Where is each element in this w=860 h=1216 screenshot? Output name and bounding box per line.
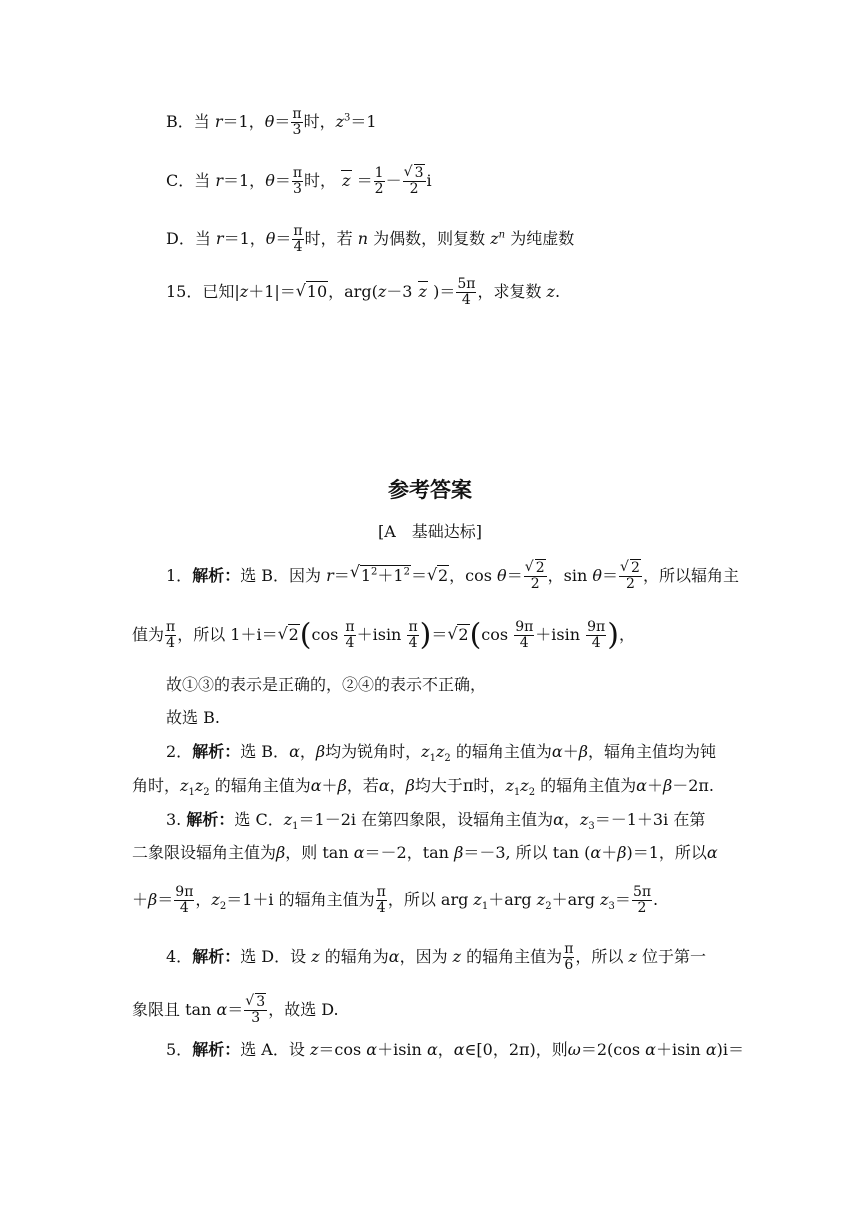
answer-2-line-2: 角时，$z_1z_2$ 的辐角主值为α＋β，若α，β均大于π时，$z_1z_2$ 的辐角主值为α＋β－2π. (132, 776, 715, 799)
answer-4-line-2: 象限且 tan α＝ √ $\frac{3}{3}$ ，故选 D. (132, 995, 339, 1026)
answers-section: [A 基础达标] (377, 522, 483, 541)
answer-2-line-1: 2．解析：选 B．α，β均为锐角时，$z_1z_2$ 的辐角主值为α＋β，辐角主值均为钝 (166, 742, 716, 765)
answers-title: 参考答案 (388, 478, 472, 502)
answer-3-line-2: 二象限设辐角主值为β，则 tan α＝－2，tan β＝－3, 所以 tan (α＋β)＝1，所以α (132, 843, 718, 862)
option-d: D．当 r＝1，θ＝ $\frac{\pi}{4}$ 时，若 n 为偶数，则复数 $z^n$ 为纯虚数 (166, 223, 575, 255)
answer-4-line-1: 4．解析：选 D．设 z 的辐角为α，因为 z 的辐角主值为 $\frac{\pi}{6}$ ，所以 z 位于第一 (166, 941, 707, 973)
option-b: B．当 r＝1，θ＝ $\frac{\pi}{3}$ 时，$z^3=1$ (166, 106, 377, 138)
answer-1-line-2: 值为 $\frac{\pi}{4}$ ，所以 1＋i＝√ 2(cos $\frac{\pi}{4}$ ＋isin $\frac{\pi}{4}$ )＝√ 2(cos $\frac{9\pi}{4}$ ＋isin $\frac{9\pi}{4}$ )， (132, 620, 635, 651)
answer-3-line-1: 3. 解析：选 C．$z_1=1-2i$ 在第四象限，设辐角主值为α，$z_3=-1+3i$ 在第 (166, 810, 706, 833)
answer-1-line-3: 故①③的表示是正确的，②④的表示不正确， (166, 675, 487, 694)
answer-3-line-3: ＋β＝ $\frac{9\pi}{4}$ ，$z_2=1+i$ 的辐角主值为 $\frac{\pi}{4}$ ，所以 arg $z_1+arg$ $z_2+arg$ $z_3=$ $\frac{5\pi}{2}$ . (132, 884, 659, 916)
question-15: 15．已知|z＋1|＝√ 10，arg(z－3 z )＝ $\frac{5\pi}{4}$ ，求复数 z. (166, 277, 560, 308)
answer-5-line-1: 5．解析：选 A．设 z＝cos α＋isin α，α∈[0，2π)，则ω＝2(cos α＋isin α)i＝ (166, 1040, 745, 1059)
answer-1-line-4: 故选 B. (166, 708, 220, 727)
option-c: C．当 r＝1，θ＝ $\frac{\pi}{3}$ 时， z ＝ $\frac{1}{2}$ － √ $\frac{3}{2}$ i (166, 166, 432, 197)
answer-1-line-1: 1．解析：选 B．因为 r＝√ $1^2+1^2=√$ 2，cos θ＝ √ $\frac{2}{2}$ ，sin θ＝ √ $\frac{2}{2}$ ，所以辐角主 (166, 561, 739, 592)
